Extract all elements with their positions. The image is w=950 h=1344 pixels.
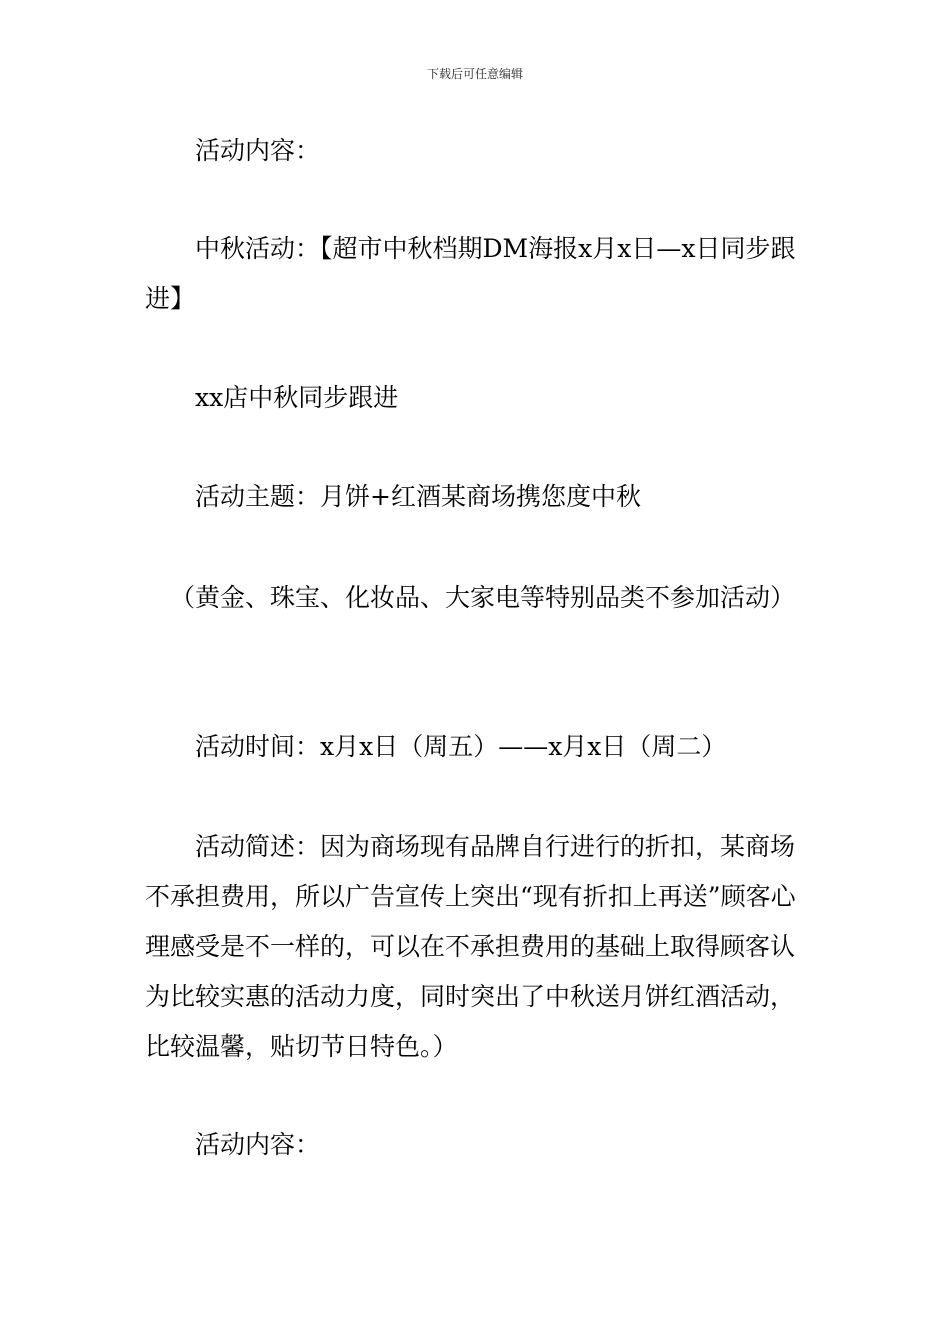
paragraph-activity-content-2: 活动内容： bbox=[195, 1130, 321, 1159]
paragraph-activity-theme: 活动主题：月饼+红酒某商场携您度中秋 bbox=[195, 482, 641, 511]
paragraph-activity-time: 活动时间：x月x日（周五）——x月x日（周二） bbox=[195, 732, 727, 761]
header-note: 下载后可任意编辑 bbox=[426, 67, 523, 81]
paragraph-store-follow-up: xx店中秋同步跟进 bbox=[195, 383, 399, 412]
paragraph-excluded-categories: （黄金、珠宝、化妆品、大家电等特别品类不参加活动） bbox=[170, 583, 796, 612]
paragraph-activity-summary: 活动简述：因为商场现有品牌自行进行的折扣，某商场不承担费用，所以广告宣传上突出“现有折扣上再送”顾客心理感受是不一样的，可以在不承担费用的基础上取得顾客认为比较实惠的活动力度，同时突出了中秋送月饼红酒活动，比较温馨，贴切节日特色。） bbox=[145, 832, 796, 1061]
paragraph-mid-autumn-activity: 中秋活动：【超市中秋档期DM海报x月x日—x日同步跟进】 bbox=[145, 234, 796, 313]
paragraph-activity-content: 活动内容： bbox=[195, 136, 321, 165]
